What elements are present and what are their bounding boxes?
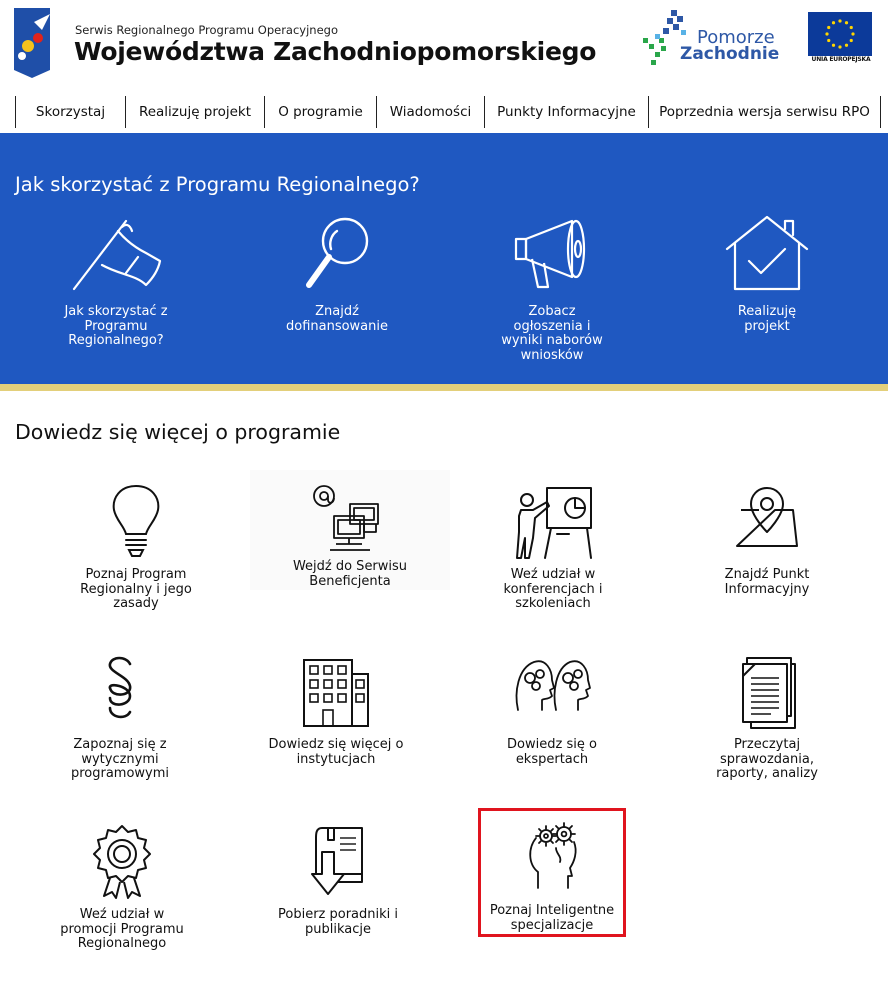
documents-icon — [727, 652, 807, 732]
tile-wytyczne[interactable] — [20, 652, 220, 812]
tile-promocja[interactable] — [22, 822, 222, 982]
eu-flag-icon — [808, 12, 872, 56]
tile-label: Weź udział w konferencjach i szkoleniach — [503, 567, 603, 611]
eu-label: UNIA EUROPEJSKA — [811, 56, 871, 63]
eu-star — [845, 21, 848, 24]
region-logo-line2: Zachodnie — [680, 44, 780, 64]
site-subtitle: Serwis Regionalnego Programu Operacyjnego — [75, 23, 339, 37]
award-badge-icon — [82, 822, 162, 902]
tile-konferencje-szkolenia[interactable] — [453, 482, 653, 642]
tile-label: Dowiedz się o ekspertach — [507, 737, 597, 767]
site-title[interactable]: Województwa Zachodniopomorskiego — [74, 37, 597, 66]
tile-label: Weź udział w promocji Programu Regionalnego — [60, 907, 184, 951]
paragraph-icon — [80, 652, 160, 732]
megaphone-icon — [502, 213, 602, 293]
lightbulb-icon — [96, 482, 176, 562]
eu-star — [838, 45, 841, 48]
main-nav — [0, 96, 893, 128]
site-header — [0, 0, 893, 95]
nav-item-realizuje-projekt[interactable]: Realizuję projekt — [125, 96, 264, 128]
magnifier-icon — [287, 213, 387, 293]
tile-eksperci[interactable] — [452, 652, 652, 812]
hero-panel — [0, 133, 888, 384]
building-icon — [296, 652, 376, 732]
presentation-icon — [513, 482, 593, 562]
eu-star — [851, 32, 854, 35]
hero-tile-znajdz-dofinansowanie[interactable] — [237, 213, 437, 363]
tile-poznaj-program[interactable] — [36, 482, 236, 642]
tile-instytucje[interactable] — [236, 652, 436, 812]
map-pin-icon — [727, 482, 807, 562]
tile-poradniki[interactable] — [238, 822, 438, 982]
hero-tile-label: Zobacz ogłoszenia i wyniki naborów wniosków — [501, 304, 603, 363]
tile-label: Poznaj Inteligentne specjalizacje — [489, 903, 615, 933]
eu-star — [825, 32, 828, 35]
eu-star — [827, 26, 830, 29]
hero-border — [0, 384, 888, 391]
section-title: Dowiedz się więcej o programie — [15, 420, 341, 444]
house-check-icon — [717, 213, 817, 293]
tile-label: Dowiedz się więcej o instytucjach — [268, 737, 404, 767]
nav-item-o-programie[interactable]: O programie — [264, 96, 376, 128]
nav-item-punkty-informacyjne[interactable]: Punkty Informacyjne — [484, 96, 648, 128]
eu-star — [838, 19, 841, 22]
eu-star — [850, 39, 853, 42]
book-download-icon — [298, 822, 378, 902]
european-funds-logo[interactable] — [14, 8, 50, 78]
eu-star — [827, 39, 830, 42]
hero-tile-realizuje-projekt[interactable] — [667, 213, 867, 363]
hero-tile-label: Realizuję projekt — [737, 304, 797, 334]
computer-at-icon — [310, 482, 390, 562]
tile-label: Przeczytaj sprawozdania, raporty, analizy — [716, 737, 818, 781]
hero-tile-label: Jak skorzystać z Programu Regionalnego? — [64, 304, 168, 348]
tile-label: Wejdź do Serwisu Beneficjenta — [292, 559, 408, 589]
tile-label: Znajdź Punkt Informacyjny — [724, 567, 810, 597]
tile-label: Pobierz poradniki i publikacje — [278, 907, 398, 937]
tile-label: Poznaj Program Regionalny i jego zasady — [80, 567, 192, 611]
tile-serwis-beneficjenta[interactable] — [250, 470, 450, 590]
flag-icon — [66, 213, 166, 293]
nav-item-wiadomosci[interactable]: Wiadomości — [376, 96, 484, 128]
selection-highlight — [478, 808, 626, 937]
hero-tile-zobacz-ogloszenia[interactable] — [452, 213, 652, 363]
eu-star — [850, 26, 853, 29]
experts-heads-icon — [512, 652, 592, 732]
eu-star — [832, 44, 835, 47]
eu-star — [832, 21, 835, 24]
tile-sprawozdania[interactable] — [667, 652, 867, 812]
nav-item-poprzednia-wersja[interactable]: Poprzednia wersja serwisu RPO — [648, 96, 881, 128]
hero-tile-label: Znajdź dofinansowanie — [285, 304, 388, 334]
tile-label: Zapoznaj się z wytycznymi programowymi — [70, 737, 170, 781]
hero-tile-jak-skorzystac[interactable] — [16, 213, 216, 363]
hero-title: Jak skorzystać z Programu Regionalnego? — [15, 173, 420, 196]
region-logo-line1: Pomorze — [697, 27, 775, 48]
nav-item-skorzystaj[interactable]: Skorzystaj — [15, 96, 125, 128]
tile-punkt-informacyjny[interactable] — [667, 482, 867, 642]
eu-star — [845, 44, 848, 47]
